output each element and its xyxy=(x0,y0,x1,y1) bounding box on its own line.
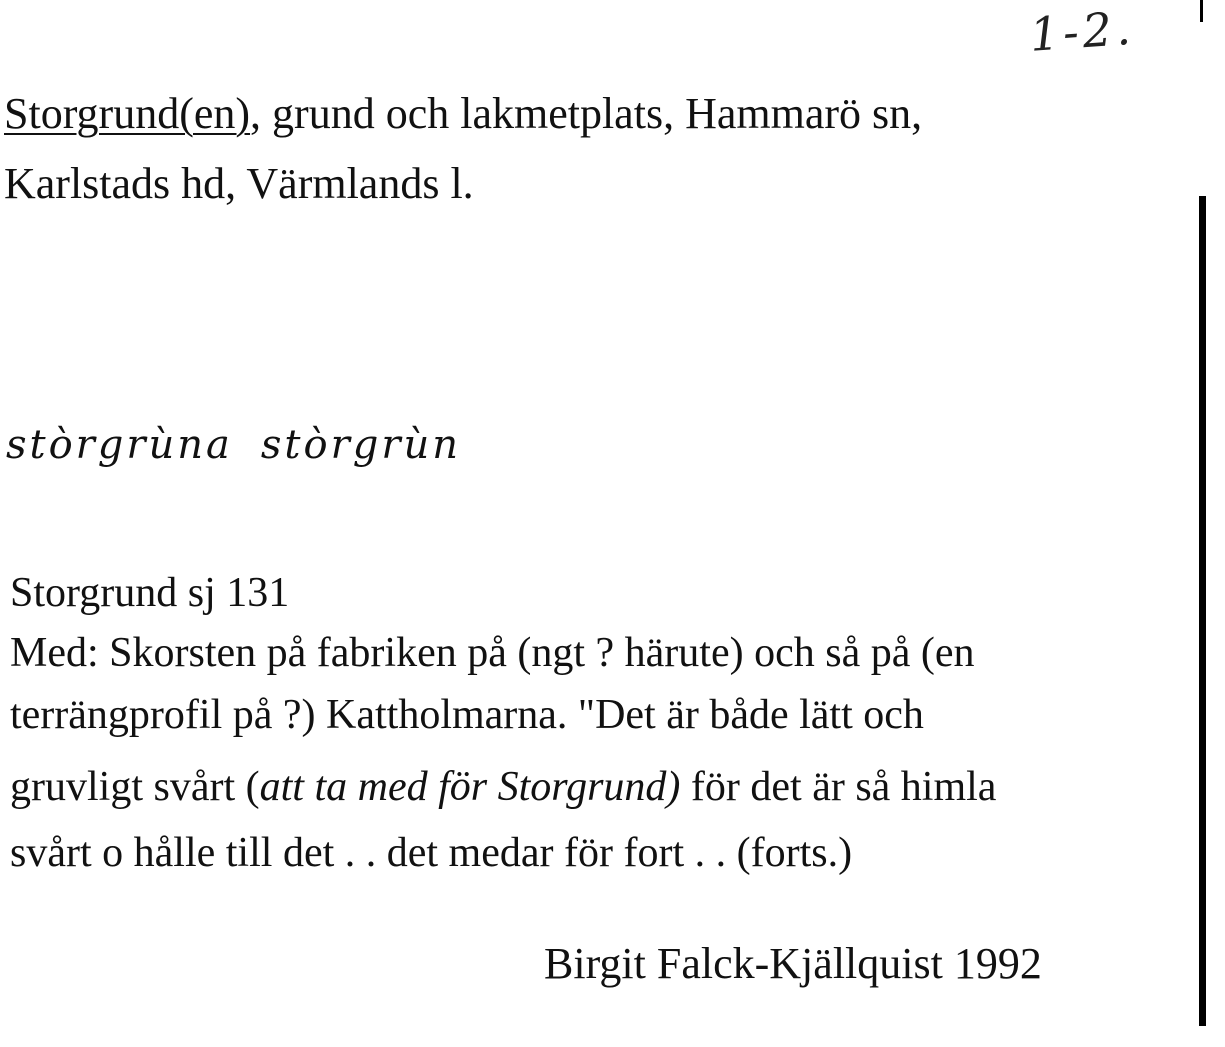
card-edge-right xyxy=(1199,196,1206,1026)
entry-location: Karlstads hd, Värmlands l. xyxy=(4,159,474,208)
entry-heading-line xyxy=(4,88,922,140)
note-line-3 xyxy=(10,762,1170,812)
entry-description: , grund och lakmetplats, Hammarö sn, xyxy=(250,89,923,138)
pronunciation-form-1: stòrgrùna xyxy=(6,422,233,468)
headword: Storgrund(en) xyxy=(4,89,251,138)
page-number: 1-2. xyxy=(1028,0,1137,62)
note-line-3-start: gruvligt svårt ( xyxy=(10,764,260,810)
note-line-3-end: för det är så himla xyxy=(680,764,997,810)
signature: Birgit Falck-Kjällquist 1992 xyxy=(544,939,1042,988)
note-line-1: Med: Skorsten på fabriken på (ngt ? härute) och så på (en xyxy=(10,630,975,676)
pronunciation-line xyxy=(6,422,461,468)
pronunciation-form-2: stòrgrùn xyxy=(260,422,461,468)
card-edge-top xyxy=(1200,0,1203,22)
note-line-2: terrängprofil på ?) Kattholmarna. "Det är både lätt och xyxy=(10,692,924,738)
note-line-3-italic: att ta med för Storgrund) xyxy=(259,764,681,810)
source-reference: Storgrund sj 131 xyxy=(10,570,290,616)
note-line-4: svårt o hålle till det . . det medar för fort . . (forts.) xyxy=(10,830,853,876)
